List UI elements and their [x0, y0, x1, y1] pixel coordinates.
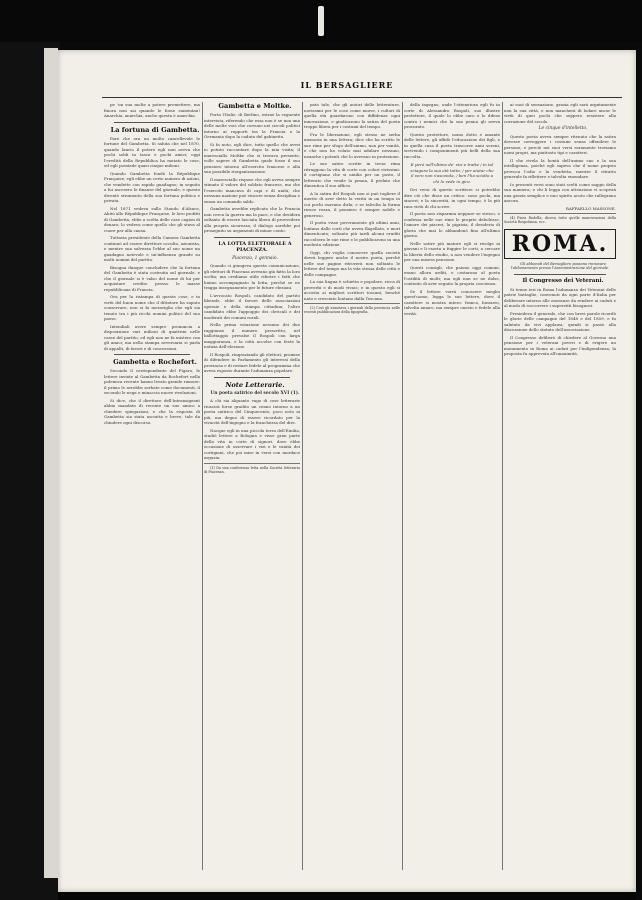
article-paragraph: Questi consigli, che paiono oggi comuni, erano allora arditi, e costarono al poeta l'ostilità di molti; ma egli non se ne dolse, contento di aver seguito la propria coscienza. — [404, 264, 500, 286]
scan-bottom-edge — [58, 892, 636, 900]
article-paragraph: Dei versi di questo scrittore si potrebbe dire ciò che disse un critico: sono pochi, ma sinceri; e la sincerità, in ogni tempo, è la più rara virtù di chi scrive. — [404, 187, 500, 209]
column-2 — [204, 102, 300, 870]
column-rule — [302, 102, 303, 870]
separator — [214, 237, 290, 238]
article-paragraph: Pare che ora un molto cancellevole le fortune del Gambetta. Si saluta che nel 1870, quando lancio il potere egli non aveva che pochi soldi in tasca e pochi amici; oggi l'eredità della Repubblica ha mutato le cose, ed egli possiede quasi cinque milioni. — [104, 135, 200, 168]
article-paragraph: Il poeta visse poveramente gli ultimi anni, lontano dalle corti che aveva flagellato, e morì dimenticato; soltanto più tardi alcuni eruditi raccolsero le sue rime e le pubblicarono in una modesta edizione. — [304, 220, 400, 247]
article-paragraph: Intendiali avere sempre pronuncia a disposizione vari milioni di quattrini nelle casse del partito, ed egli non ne fa mistero con gli amici; ma nella stampa avversaria si parla di appalti, di favori e di concessioni. — [104, 323, 200, 351]
article-paragraph: Ora per la ristampa di queste cose, e in virtù del buon nome che il dittatore ha saputo conservare, non si fa meraviglia che egli sia tenuto tra i più ricchi uomini politici del suo paese. — [104, 294, 200, 321]
column-rule — [502, 102, 503, 870]
article-heading: Gambetta e Rochefort. — [113, 358, 197, 366]
article-paragraph: Questo poeta aveva sempre ritenuto che la satira dovesse correggere i costumi senza offendere le persone; e perciò nei suoi versi raramente troviamo nomi propri, ma piuttosto tipi e caratteri. — [504, 133, 616, 155]
column-5 — [504, 102, 616, 870]
separator — [114, 354, 190, 355]
article-paragraph: della ingegno, onde l'ottenutora egli fu in corte di Alessandro Rospoli, suo illustre protettore, il quale lo ebbe caro e lo difese contro i nemici che la sua penna gli aveva procurato. — [404, 102, 500, 129]
article-paragraph: pe 'un sua molte a potere premettere, ma finora non sai quando le fosse sumentan! Anarchia, anarchia, anche questa è anarchia. — [104, 102, 200, 118]
column-4 — [404, 102, 500, 870]
newspaper-page — [58, 50, 636, 892]
article-paragraph: Fra le liberazione, egli stesso ne serba memoria in una lettera; dice che ha scritto le sue rime per sfogo dell'animo, non per vanità, e che non ha voluto mai adulare nessuno, neanche i potenti che lo avevano in protezione. — [304, 131, 400, 159]
article-paragraph: ai suoi di sensazione, grazia egli sarà argutamente non la sua città, e non mancherà di lodare ancor le virtù di quei pochi che seppero resistere alla corruzione del secolo. — [504, 102, 616, 124]
article-subheading: Le cinque d'intelletto. — [538, 126, 588, 131]
separator — [214, 377, 290, 378]
article-paragraph: Porta l'Italie, di Berlino, estrae la seguente intervista, riferendo che essa non è se non una delle molte voci che corrono nei circoli politici intorno ai rapporti tra la Francia e la Germania dopo la caduta del gabinetto. — [204, 112, 300, 139]
article-paragraph: Si dice, che il direttore dell'Intransigeant abbia mandato di recente un suo amico a chiedere spiegazioni, e che la risposta di Gambetta sia stata asciutta e breve, tale da chiudere ogni discorso. — [104, 397, 200, 425]
article-paragraph: Le sue satire scritte in terza rima ritraggono la vita di corte con colori vivissimi: il cortigiano che si umilia per un posto, il letterato che vende la penna, il prelato che dimentica il suo ufficio. — [304, 161, 400, 188]
article-paragraph: Nelle satire più mature egli si rivolge ai giovani e li esorta a fuggire le corti, a cercare la libertà dello studio, a non vendere l'ingegno per una misera pensione. — [404, 240, 500, 262]
article-paragraph: A chi sia alquanto vago di cose letterarie riuscirà forse gradito un cenno intorno a un poeta satirico del Cinquecento, poco noto ai più, ma degno di essere ricordato per la vivacità dell'ingegno e la franchezza del dire. — [204, 398, 300, 425]
footnote: (1) Da una conferenza letta nella Società letteraria di Piacenza. — [204, 463, 300, 475]
article-heading: LA LOTTA ELETTORALE A PIACENZA. — [218, 240, 292, 253]
running-head: IL BERSAGLIERE — [300, 80, 394, 90]
section-title-roma: ROMA. — [511, 230, 609, 257]
article-paragraph: La sua lingua è schietta e popolare, ricca di proverbi e di modi vivaci; e in questo egli si accosta ai migliori scrittori toscani, benché nato e cresciuto lontano dalla Toscana. — [304, 279, 400, 301]
article-paragraph: L'avvocato Rospoli, candidato del partito liberale, ebbe il favore delle associazioni operaie e della stampa cittadina; l'altro candidato ebbe l'appoggio dei clericali e dei moderati dei comuni rurali. — [204, 292, 300, 320]
article-paragraph: Il poeta non risparmia neppure se stesso, e confessa nelle sue rime le proprie debolezze, l'amore dei piaceri, la pigrizia, il desiderio di gloria che mai lo abbandonò fino all'ultimo giorno. — [404, 211, 500, 238]
footnote: (4) Piera Rodella, diceva tutte quelle manovrazioni della Società Rospoliana, ecc. — [504, 213, 616, 225]
column-3 — [304, 102, 400, 870]
subscription-notice: Gli abbonati del Bersagliere possono rinnovare l'abbonamento presso l'Amministrazione del giornale. — [510, 261, 610, 271]
column-rule — [402, 102, 403, 870]
column-1 — [104, 102, 200, 870]
article-paragraph: Il che rivela la bontà dell'animo suo e la sua intelligenza, poiché egli sapeva che il nome proprio provoca l'odio e la vendetta, mentre il ritratto generale fa riflettere e talvolta emendare. — [504, 157, 616, 179]
previous-page-strip — [44, 48, 58, 878]
article-paragraph: Nella prima votazione nessuno dei due raggiunse il numero prescritto; nel ballottaggio prevalse il Rospoli con larga maggioranza, e la città accolse con feste la notizia dell'elezione. — [204, 322, 300, 349]
article-paragraph: pato tale, che gli autori delle letterature, novissimi per le cose come nuove, i cultori di quella età guardarono con diffidenza ogni innovazione, e giudicarono la satira del poeta troppo libera per i costumi del tempo. — [304, 102, 400, 129]
article-paragraph: Quando Gambetta fondò la République Française, egli ebbe un certo numero di azioni, che vendette con rapido guadagno; in seguito a lui ascesero le finanze del giornale, e questo diventò strumento della sua fortuna politica e privata. — [104, 170, 200, 203]
binding-stub — [318, 6, 324, 36]
article-heading: Note Letterarie. — [225, 380, 285, 389]
article-paragraph: Se il lettore vorrà conoscere meglio quest'uomo, legga le sue lettere, dove il carattere si mostra intero: franco, bizzarro, talvolta amaro, ma sempre onesto e fedele alla verità. — [404, 288, 500, 316]
article-paragraph: Oggi, chi voglia conoscere quella società dovrà leggere anche il nostro poeta, perché nelle sue pagine ritroverà non soltanto le lettere del tempo ma la vita stessa delle città e delle campagne. — [304, 249, 400, 277]
column-rule — [202, 102, 203, 870]
article-paragraph: Il Congresso deliberò di chiedere al Governo una pensione per i veterani poveri e di erigere un monumento in Roma ai caduti per l'indipendenza; la proposta fu approvata all'unanimità. — [504, 334, 616, 357]
article-subheading: Un poeta satirico del secolo XVI (1). — [210, 390, 300, 396]
article-paragraph: A la satira del Rospoli non si può togliere il merito di aver detto la verità in un tempo in cui pochi osavano dirla; e se talvolta la forma riesce rozza, il pensiero è sempre nobile e generoso. — [304, 190, 400, 218]
dateline: Piacenza, 1 gennaio. — [232, 255, 278, 261]
article-heading: La fortuna di Gambetta. — [110, 125, 200, 134]
section-masthead-box — [504, 229, 616, 259]
separator — [514, 274, 606, 275]
signature: RAFFAELLO MASSONE. — [565, 205, 616, 211]
article-paragraph: Secondo il corrispondente del Figaro, le lettere inviate al Gambetta da Rochefort nella polemica recente hanno levato grande rumore: il primo le avrebbe serbate come documenti, il secondo le nega e minaccia nuove rivelazioni. — [104, 368, 200, 395]
article-paragraph: Io presenti versi sono stati scelti come saggio della sua maniera; e chi li legga con attenzione vi scoprirà una grazia semplice e uno spirito acuto che rallegrano ancora. — [504, 181, 616, 203]
article-paragraph: Gambetta avrebbe replicato che la Francia non cerca la guerra ma la pace, e che desidera soltanto di essere lasciata libera di provvedere alla propria sicurezza; il dialogo sarebbe poi proseguito su argomenti di minor conto. — [204, 206, 300, 233]
footnote: (2) Così gli annotava i giornali della provincia nelle recenti pubblicazioni della tipografia. — [304, 303, 400, 315]
article-paragraph: Quando ci giungeva questa comunicazione, gli elettori di Piacenza avevano già fatto la loro scelta; ma crediamo utile riferire i fatti che hanno accompagnato la lotta, perché se ne tragga insegnamento per le future elezioni. — [204, 263, 300, 290]
article-paragraph: Tuttavia presidente della Camera Gambetta continuò ad essere direttore occulto, azionista, e mentre sua salvezza l'ebbe al suo nome un guadagno notevole e un'influenza grande su molti uomini del partito. — [104, 235, 200, 262]
header-rule — [102, 97, 622, 98]
article-paragraph: Il Rospoli, ringraziando gli elettori, promise di difendere in Parlamento gli interessi della provincia e di restare fedele al programma che aveva esposto durante l'adunanza popolare. — [204, 351, 300, 373]
article-heading: Gambetta e Moltke. — [218, 102, 292, 110]
article-paragraph: Il maresciallo rispose che egli aveva sempre stimato il valore del soldato francese, ma che l'esercito mancava di capi e di unità; che nessuna nazione può vincere senza disciplina e senza un comando saldo. — [204, 176, 300, 204]
article-heading: Il Congresso dei Veterani. — [522, 277, 604, 284]
verse-quote: E però nell'ultimo de' vizi e tratte / in tal sciagura la sua età tutta, / per aiutar che il vero non s'asconda, / ben l'ha sciolto a chi lo vede in giro. — [410, 162, 494, 184]
article-paragraph: Presiedeva il generale, che con brevi parole ricordò le glorie delle campagne del 1848 e del 1859, e fu salutato da vivi applausi; quindi si passò alla discussione dello statuto dell'associazione. — [504, 310, 616, 333]
article-paragraph: Questo protettore, uomo dotto e amante delle lettere, gli affidò l'educazione dei figli, e in quella casa il poeta trascorse anni sereni, scrivendo i componimenti più belli della sua raccolta. — [404, 131, 500, 159]
article-paragraph: Si fa noto, egli dice, tutto quello che avrei io potuto raccontare dopo la mia visita; il maresciallo Moltke che si trovava presente, volle sapere di Gambetta quale fosse il suo pensiero intorno all'esercito francese e alla sua possibile riorganizzazione. — [204, 141, 300, 174]
article-paragraph: Nacque egli in una piccola terra dell'Emilia, studiò lettere a Bologna e visse gran parte della vita in corte di signori, dove ebbe occasione di osservare i vizi e le vanità dei cortigiani, che poi mise in versi con mordace arguzia. — [204, 427, 300, 460]
separator — [114, 122, 190, 123]
article-paragraph: Bisogna dunque concludere che la fortuna del Gambetta è stata costruita sul giornale, e che il giornale si è valso del nome di lui per acquistare credito presso le masse repubblicane di Francia. — [104, 264, 200, 292]
article-paragraph: Si tenne ieri in Roma l'adunanza dei Veterani delle patrie battaglie, convenuti da ogni parte d'Italia per deliberare intorno alle onoranze da rendere ai caduti e al modo di soccorrere i superstiti bisognosi. — [504, 286, 616, 309]
article-paragraph: Nel 1871 vedeva sullo Staudo d'Alsace, Abitò allo République Française, le loro profitti di Gambetta, ebbe a scelta delle case cagion di denaro; lo vedeva come quello che gli stava al cuore per alla causa. — [104, 205, 200, 233]
